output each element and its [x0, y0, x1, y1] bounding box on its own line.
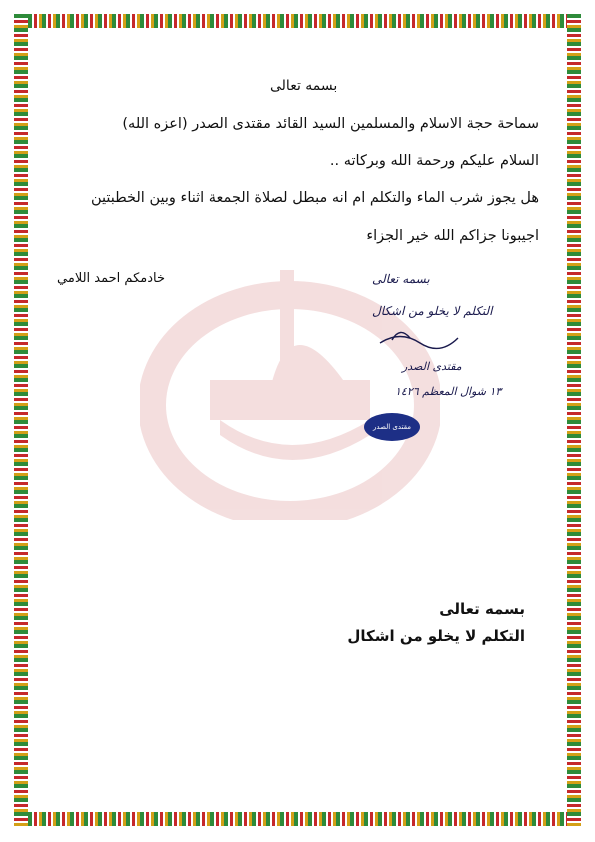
handwritten-reply: التكلم لا يخلو من اشكال — [372, 304, 493, 318]
signature-name: مقتدى الصدر — [402, 360, 462, 373]
handwritten-date: ١٣ شوال المعظم ١٤٢٦ — [395, 385, 502, 398]
border-left — [14, 14, 28, 826]
letter-line: السلام عليكم ورحمة الله وبركاته .. — [329, 153, 539, 169]
signature-icon — [340, 268, 460, 368]
letter-line: سماحة حجة الاسلام والمسلمين السيد القائد مقتدى الصدر (اعزه الله) — [122, 116, 539, 132]
handwritten-heading: بسمه تعالى — [372, 272, 430, 286]
letter-line: اجيبونا جزاكم الله خير الجزاء — [366, 228, 539, 244]
answer-heading: بسمه تعالى — [439, 600, 525, 618]
letter-heading: بسمه تعالى — [270, 78, 338, 94]
sender-name: خادمكم احمد اللامي — [57, 271, 165, 286]
border-bottom — [14, 812, 581, 826]
letter-line: هل يجوز شرب الماء والتكلم ام انه مبطل لصلاة الجمعة اثناء وبين الخطبتين — [90, 190, 539, 206]
border-right — [567, 14, 581, 826]
office-seal — [364, 413, 420, 441]
answer-text: التكلم لا يخلو من اشكال — [347, 627, 525, 645]
border-top — [14, 14, 581, 28]
seal-text: مقتدى الصدر — [373, 423, 411, 431]
